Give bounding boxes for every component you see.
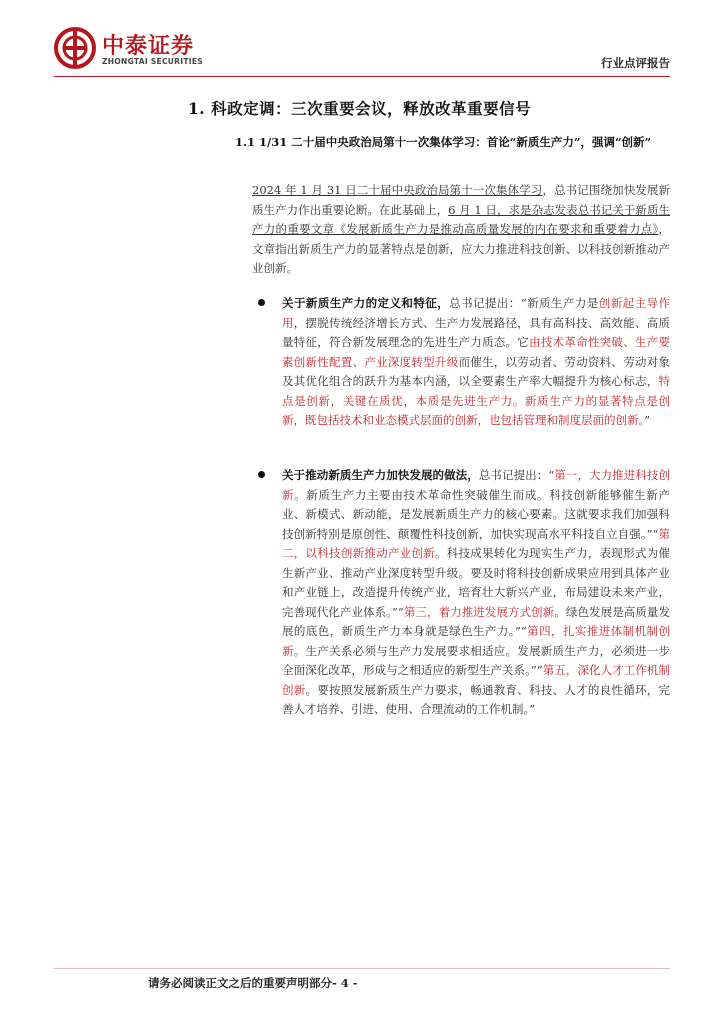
page-number: - 4 - <box>332 976 358 990</box>
intro-article-underlined: 6 月 1 日，求是杂志发表总书记关于新质生产力的重要文章《发展新质生产力是推动高质量发展的内在要求和重要着力点》 <box>252 202 670 236</box>
header-divider <box>54 76 670 77</box>
bullet-segment: 总书记提出：“ <box>478 468 555 482</box>
report-type-label: 行业点评报告 <box>601 56 670 70</box>
logo-english-name: ZHONGTAI SECURITIES <box>102 57 203 66</box>
bullet-lead: 关于推动新质生产力加快发展的做法， <box>282 468 479 482</box>
bullet-highlight: 第五，深化人才工作机制创新 <box>282 663 670 697</box>
bullet-segment: 而催生，以劳动者、劳动资料、劳动对象及其优化组合的跃升为基本内涵，以全要素生产率大幅提升为核心标志， <box>282 354 670 388</box>
footer-disclaimer <box>148 975 358 991</box>
bullet-highlight: 创新起主导作用 <box>282 296 671 330</box>
section-heading: 1. 科政定调：三次重要会议，释放改革重要信号 <box>188 99 532 118</box>
bullet-item-definition <box>258 294 670 450</box>
bullet-dot-icon <box>258 471 265 478</box>
intro-text-2: ，文章指出新质生产力的显著特点是创新，应大力推进科技创新、以科技创新推动产业创新。 <box>252 222 670 275</box>
footer-text: 请务必阅读正文之后的重要声明部分 <box>148 976 332 990</box>
bullet-segment: 。生产关系必须与生产力发展要求相适应。发展新质生产力，必须进一步全面深化改革，形成与之相适应的新型生产关系。”“ <box>282 643 670 677</box>
intro-date-underlined: 2024 年 1 月 31 日二十届中央政治局第十一次集体学习 <box>252 183 543 197</box>
bullet-highlight: 第三，着力推进发展方式创新 <box>403 604 555 619</box>
subsection-heading: 1.1 1/31 二十届中央政治局第十一次集体学习：首论“新质生产力”，强调“创新” <box>235 135 652 149</box>
bullet-text <box>282 294 670 431</box>
bullet-highlight: 特点是创新，关键在质优，本质是先进生产力。新质生产力的显著特点是创新，既包括技术和业态模式层面的创新，也包括管理和制度层面的创新。 <box>282 374 670 427</box>
bullet-lead: 关于新质生产力的定义和特征， <box>282 296 450 310</box>
bullet-highlight: 第四，扎实推进体制机制创新 <box>282 624 670 658</box>
intro-text-1: ，总书记围绕加快发展新质生产力作出重要论断。在此基础上， <box>252 183 670 217</box>
bullet-segment: 。科技成果转化为现实生产力，表现形式为催生新产业、推动产业深度转型升级。要及时将科技创新成果应用到具体产业和产业链上，改造提升传统产业，培育壮大新兴产业，布局建设未来产业，完善现代化产业体系。”“ <box>282 546 670 619</box>
bullet-segment: ，摆脱传统经济增长方式、生产力发展路径，具有高科技、高效能、高质量特征，符合新发展理念的先进生产力质态。它 <box>282 315 670 349</box>
footer-divider <box>54 968 670 969</box>
bullet-highlight: 由技术革命性突破、生产要素创新性配置、产业深度转型升级 <box>282 335 670 369</box>
bullet-segment: ” <box>644 413 651 427</box>
bullet-segment: 。新质生产力主要由技术革命性突破催生而成。科技创新能够催生新产业、新模式、新动能，是发展新质生产力的核心要素。这就要求我们加强科技创新特别是原创性、颠覆性科技创新，加快实现高水平科技自立自强。”“ <box>282 487 671 541</box>
bullet-dot-icon <box>258 299 265 306</box>
logo-chinese-name: 中泰证券 <box>102 34 195 59</box>
bullet-item-measures <box>258 466 670 756</box>
intro-paragraph <box>252 181 670 279</box>
bullet-segment: 。要按照发展新质生产力要求，畅通教育、科技、人才的良性循环，完善人才培养、引进、使用、合理流动的工作机制。” <box>282 682 670 716</box>
bullet-highlight: 第一，大力推进科技创新 <box>282 468 670 502</box>
zhongtai-logo-icon <box>54 27 96 69</box>
company-logo <box>54 27 234 71</box>
bullet-segment: 总书记提出：“新质生产力是 <box>449 296 599 310</box>
bullet-text <box>282 466 670 720</box>
bullet-segment: 。绿色发展是高质量发展的底色，新质生产力本身就是绿色生产力。”“ <box>282 604 671 638</box>
bullet-highlight: 第二，以科技创新推动产业创新 <box>282 526 670 560</box>
